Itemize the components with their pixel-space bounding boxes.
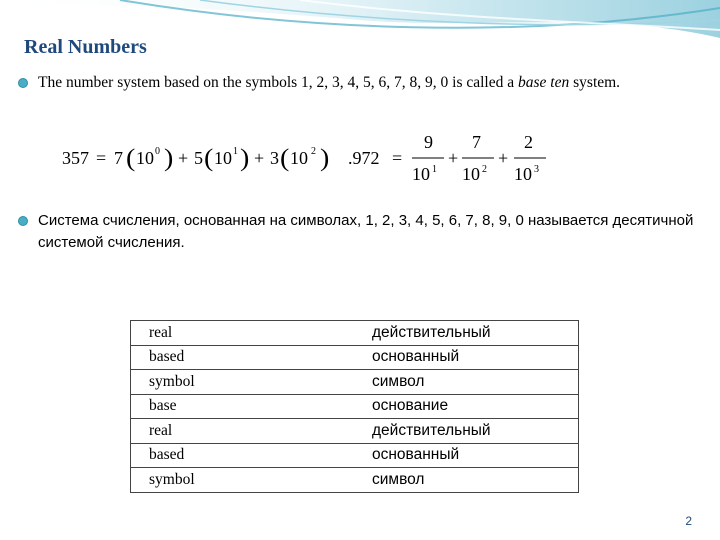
svg-text:): )	[164, 143, 174, 172]
eq2-lhs: .972	[348, 148, 380, 168]
svg-text:(: (	[204, 143, 214, 172]
bullet-text: The number system based on the symbols 1, 2, 3, 4, 5, 6, 7, 8, 9, 0 is called a	[38, 74, 519, 91]
term-russian: действительный	[354, 419, 579, 444]
svg-text:): )	[320, 143, 330, 172]
svg-text:+: +	[178, 148, 189, 168]
eq1-coef: 5	[194, 148, 203, 168]
eq2-num: 7	[472, 132, 481, 152]
bullet-icon	[18, 216, 28, 226]
eq2-num: 9	[424, 132, 433, 152]
eq2-exp: 3	[534, 164, 539, 175]
bullet-text: Система счисления, основанная на символах, 1, 2, 3, 4, 5, 6, 7, 8, 9, 0 называется десятичной системой счисления.	[38, 212, 694, 251]
equation-972	[348, 130, 568, 190]
term-russian: символ	[354, 370, 579, 395]
svg-text:+: +	[254, 148, 265, 168]
term-english: based	[131, 443, 355, 468]
svg-text:+: +	[448, 148, 459, 168]
svg-text:): )	[240, 143, 250, 172]
eq1-lhs: 357	[62, 148, 89, 168]
table-row	[131, 321, 579, 346]
term-russian: основанный	[354, 443, 579, 468]
bullet-english	[18, 72, 708, 94]
svg-text:(: (	[280, 143, 290, 172]
page-number: 2	[685, 514, 692, 528]
eq2-den: 10	[462, 164, 480, 184]
vocabulary-table	[130, 320, 579, 493]
table-row	[131, 394, 579, 419]
eq2-den: 10	[412, 164, 430, 184]
term-russian: основание	[354, 394, 579, 419]
term-russian: действительный	[354, 321, 579, 346]
bullet-emphasis: base ten	[518, 74, 570, 91]
table-row	[131, 345, 579, 370]
eq1-base: 10	[290, 148, 308, 168]
term-english: based	[131, 345, 355, 370]
svg-text:+: +	[498, 148, 509, 168]
svg-text:(: (	[126, 143, 136, 172]
eq2-exp: 1	[432, 164, 437, 175]
eq1-base: 10	[214, 148, 232, 168]
term-russian: основанный	[354, 345, 579, 370]
bullet-icon	[18, 78, 28, 88]
svg-text:=: =	[392, 148, 403, 168]
table-row	[131, 468, 579, 493]
equation-357	[62, 138, 382, 178]
term-english: symbol	[131, 370, 355, 395]
table-row	[131, 443, 579, 468]
bullet-russian	[18, 210, 708, 254]
bullet-text-end: system.	[569, 74, 621, 91]
term-english: base	[131, 394, 355, 419]
term-english: real	[131, 321, 355, 346]
eq1-coef: 3	[270, 148, 279, 168]
table-row	[131, 370, 579, 395]
eq1-base: 10	[136, 148, 154, 168]
eq2-num: 2	[524, 132, 533, 152]
eq1-coef: 7	[114, 148, 123, 168]
eq2-exp: 2	[482, 164, 487, 175]
svg-text:=: =	[96, 148, 107, 168]
eq2-den: 10	[514, 164, 532, 184]
term-english: real	[131, 419, 355, 444]
term-russian: символ	[354, 468, 579, 493]
eq1-exp: 2	[311, 146, 316, 157]
eq1-exp: 1	[233, 146, 238, 157]
eq1-exp: 0	[155, 146, 160, 157]
term-english: symbol	[131, 468, 355, 493]
table-row	[131, 419, 579, 444]
slide-title: Real Numbers	[24, 36, 147, 58]
